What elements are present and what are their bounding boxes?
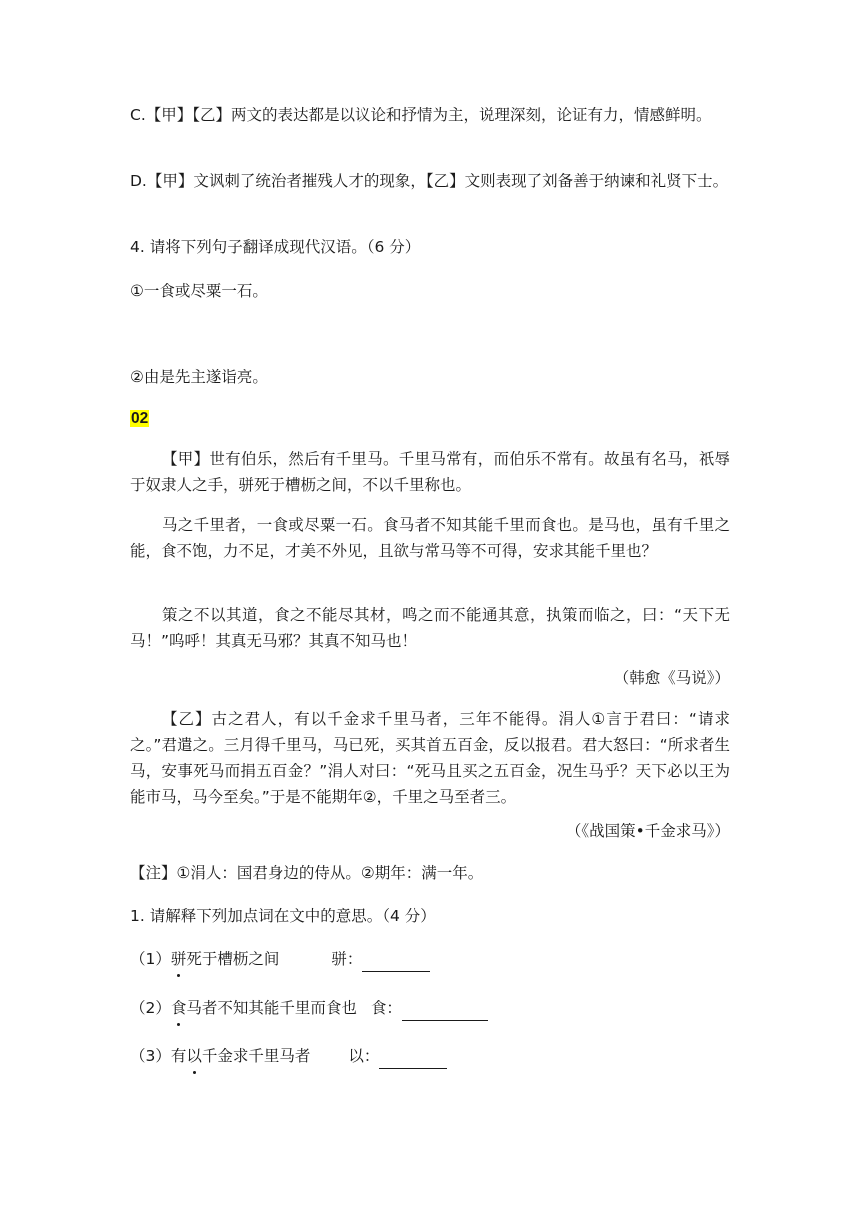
item-text: 马者不知其能千里而食也	[186, 999, 357, 1017]
dotted-word: 食	[171, 995, 187, 1021]
yi-source: （《战国策•千金求马》）	[565, 822, 730, 840]
jia-paragraph-3: 策之不以其道，食之不能尽其材，鸣之而不能通其意，执策而临之，曰：“天下无马！”呜呼！其真无马邪？其真不知马也！	[130, 606, 730, 650]
item-text: 死于槽枥之间	[186, 950, 280, 968]
answer-key: 食：	[370, 999, 402, 1017]
annotation-note: 【注】①涓人：国君身边的侍从。②期年：满一年。	[130, 864, 484, 882]
item-number: （3）	[130, 1047, 171, 1065]
question-4-sentence-2: ②由是先主遂诣亮。	[130, 368, 268, 386]
answer-blank[interactable]	[362, 953, 430, 972]
question-1-item-1	[130, 946, 730, 972]
item-text-prefix: 有	[170, 1047, 187, 1065]
answer-blank[interactable]	[379, 1050, 447, 1069]
answer-key: 以：	[348, 1047, 380, 1065]
answer-blank[interactable]	[402, 1002, 488, 1021]
section-number: 02	[131, 410, 149, 427]
jia-paragraph-1: 【甲】世有伯乐，然后有千里马。千里马常有，而伯乐不常有。故虽有名马，祇辱于奴隶人之手，骈死于槽枥之间，不以千里称也。	[130, 450, 730, 494]
option-c: C.【甲】【乙】两文的表达都是以议论和抒情为主，说理深刻，论证有力，情感鲜明。	[130, 106, 712, 124]
question-4-sentence-1: ①一食或尽粟一石。	[130, 282, 268, 300]
question-1-item-2	[130, 995, 730, 1021]
section-label	[130, 405, 730, 432]
question-1-title: 1. 请解释下列加点词在文中的意思。（4 分）	[130, 907, 436, 925]
question-4-title: 4. 请将下列句子翻译成现代汉语。（6 分）	[130, 238, 421, 256]
item-text: 千金求千里马者	[201, 1047, 311, 1065]
dotted-word: 骈	[171, 946, 187, 972]
option-d: D.【甲】文讽刺了统治者摧残人才的现象，【乙】文则表现了刘备善于纳谏和礼贤下士。	[130, 172, 729, 190]
jia-paragraph-2: 马之千里者，一食或尽粟一石。食马者不知其能千里而食也。是马也，虽有千里之能，食不饱，力不足，才美不外见，且欲与常马等不可得，安求其能千里也？	[130, 516, 730, 560]
question-1-item-3	[130, 1043, 730, 1069]
jia-source: （韩愈《马说》）	[613, 669, 730, 687]
item-number: （1）	[130, 950, 171, 968]
item-number: （2）	[130, 999, 171, 1017]
dotted-word: 以	[186, 1043, 202, 1069]
yi-paragraph-1: 【乙】古之君人，有以千金求千里马者，三年不能得。涓人①言于君曰：“请求之。”君遣之。三月得千里马，马已死，买其首五百金，反以报君。君大怒曰：“所求者生马，安事死马而捐五百金？”涓人对曰：“死马且买之五百金，况生马乎？天下必以王为能市马，马今至矣。”于是不能期年②，千里之马至者三。	[130, 710, 730, 806]
answer-key: 骈：	[331, 950, 363, 968]
